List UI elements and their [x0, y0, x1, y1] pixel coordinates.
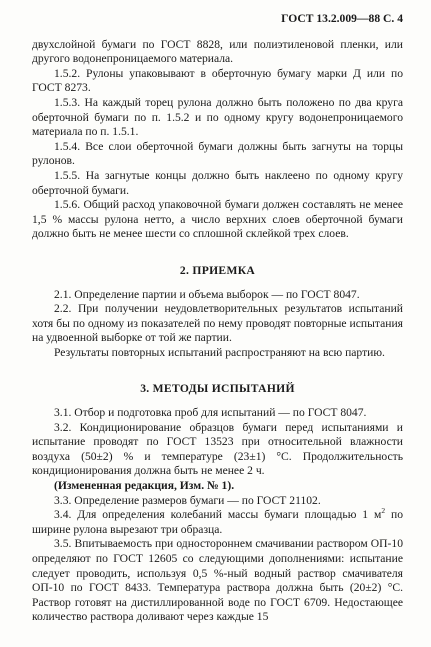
- clause-2-1: 2.1. Определение партии и объема выборок — по ГОСТ 8047.: [54, 287, 360, 301]
- clause-2-2-note: Результаты повторных испытаний распространяют на всю партию.: [54, 345, 385, 359]
- page-header: ГОСТ 13.2.009—88 С. 4: [281, 12, 403, 25]
- clause-3-1: 3.1. Отбор и подготовка проб для испытаний — по ГОСТ 8047.: [54, 406, 367, 420]
- clause-3-3: 3.3. Определение размеров бумаги — по ГОСТ 21102.: [54, 493, 321, 507]
- section-3-title: 3. МЕТОДЫ ИСПЫТАНИЙ: [140, 382, 295, 396]
- clause-3-4: [32, 508, 403, 537]
- clause-1-5-3: 1.5.3. На каждый торец рулона должно быть положено по два круга оберточной бумаги по п. 1.5.2 и по одному кругу водонепроницаемого материала по п. 1.5.1.: [32, 95, 403, 139]
- clause-1-5-2: 1.5.2. Рулоны упаковывают в оберточную бумагу марки Д или по ГОСТ 8273.: [32, 66, 403, 95]
- clause-2-2: 2.2. При получении неудовлетворительных результатов испытаний хотя бы по одному из показателей по нему проводят повторные испытания на удвоенной выборке от той же партии.: [32, 302, 403, 345]
- clause-1-5-5: 1.5.5. На загнутые концы должно быть наклеено по одному кругу оберточной бумаги.: [32, 168, 403, 197]
- section-2-title: 2. ПРИЕМКА: [179, 263, 256, 277]
- edition-note: (Измененная редакция, Изм. № 1).: [54, 479, 235, 493]
- clause-3-4-rest: по ширине рулона вырезают три образца.: [32, 508, 403, 536]
- clause-3-5: 3.5. Впитываемость при одностороннем смачивании раствором ОП-10 определяют по ГОСТ 12605 со следующими дополнениями: испытание следует проводить, используя 0,5 %-ный водный раствор смачивателя ОП-10 по ГОСТ 8433. Температура раствора должна быть (20±2) °С. Раствор готовят на дистиллированной воде по ГОСТ 6709. Недостающее количество раствора доливают через каждые 15: [32, 537, 403, 624]
- clause-1-5-4: 1.5.4. Все слои оберточной бумаги должны быть загнуты на торцы рулонов.: [32, 139, 403, 168]
- continued-paragraph: двухслойной бумаги по ГОСТ 8828, или полиэтиленовой пленки, или другого водонепроницаемого материала.: [32, 37, 403, 66]
- clause-1-5-6: 1.5.6. Общий расход упаковочной бумаги должен составлять не менее 1,5 % массы рулона нетто, а число верхних слоев оберточной бумаги должно быть не менее шести со сплошной склейкой трех слоев.: [32, 198, 403, 241]
- clause-3-4-text: 3.4. Для определения колебаний массы бумаги площадью 1 м: [54, 508, 382, 522]
- clause-3-2: 3.2. Кондиционирование образцов бумаги перед испытаниями и испытание проводят по ГОСТ 13523 при относительной влажности воздуха (50±2) % и температуре (23±1) °С. Продолжительность кондиционирования должна быть не менее 2 ч.: [32, 420, 403, 478]
- clause-3-4-superscript: 2: [381, 506, 386, 516]
